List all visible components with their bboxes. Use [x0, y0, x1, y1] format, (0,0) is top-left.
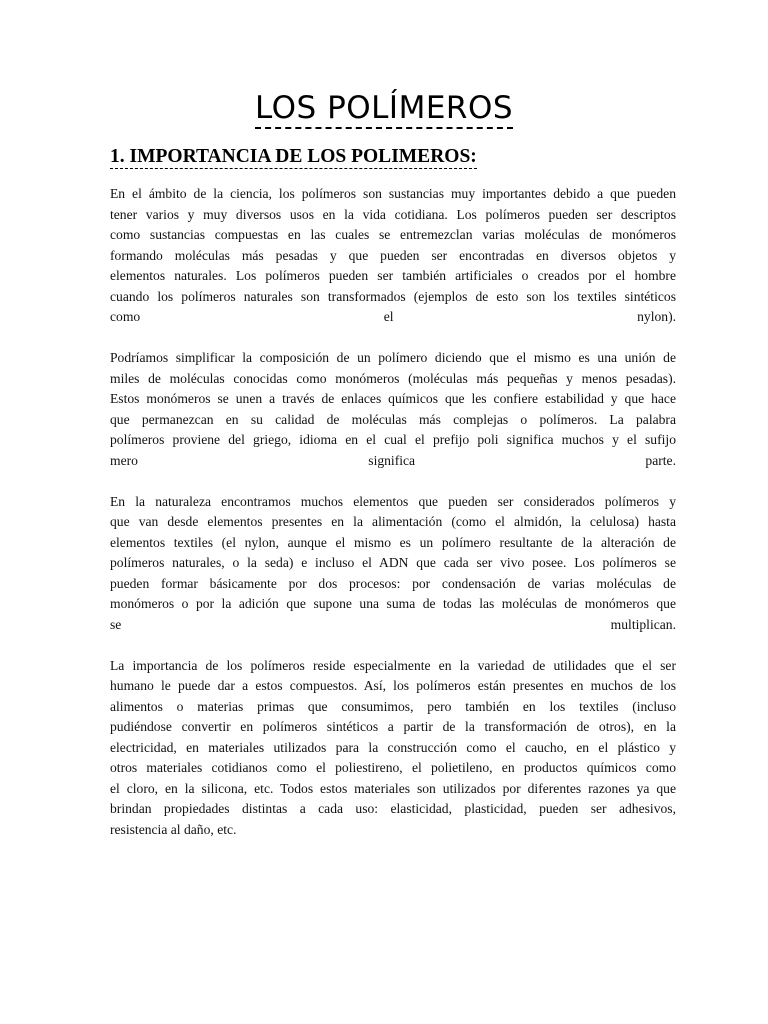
paragraph-line: La importancia de los polímeros reside especialmente en la variedad de utilidades que el ser	[110, 657, 676, 673]
document-title-text: LOS POLÍMEROS	[255, 91, 513, 129]
paragraph-line: pudiéndose convertir en polímeros sintéticos a partir de la transformación de otros), en la	[110, 719, 676, 734]
paragraph-line: que van desde elementos presentes en la alimentación (como el almidón, la celulosa) hasta	[110, 514, 676, 529]
paragraph-line: se multiplican.	[110, 616, 676, 632]
paragraph-line: como sustancias compuestas en las cuales se entremezclan varias moléculas de monómeros	[110, 227, 676, 242]
paragraph-line: Estos monómeros se unen a través de enlaces químicos que les confiere estabilidad y que hace	[110, 391, 676, 406]
paragraph-line: formando moléculas más pesadas y que pueden ser encontradas en diversos objetos y	[110, 247, 676, 263]
paragraph-line: cuando los polímeros naturales son transformados (ejemplos de esto son los textiles sintéticos	[110, 288, 676, 304]
section-heading	[110, 146, 477, 168]
body-paragraph	[110, 656, 676, 841]
document-title	[0, 90, 768, 129]
paragraph-line: En la naturaleza encontramos muchos elementos que pueden ser considerados polímeros y	[110, 493, 676, 509]
paragraph-line: mero significa parte.	[110, 452, 676, 468]
paragraph-line: brindan propiedades distintas a cada uso: elasticidad, plasticidad, pueden ser adhesivos,	[110, 801, 676, 816]
paragraph-line: elementos textiles (el nylon, aunque el mismo es un polímero resultante de la alteración de	[110, 534, 676, 550]
paragraph-line: pueden formar básicamente por dos procesos: por condensación de varias moléculas de	[110, 575, 676, 591]
paragraph-line: tener varios y muy diversos usos en la vida cotidiana. Los polímeros pueden ser descriptos	[110, 206, 676, 222]
paragraph-line: que permanezcan en su calidad de moléculas más complejas o polímeros. La palabra	[110, 411, 676, 427]
paragraph-line: elementos naturales. Los polímeros pueden ser también artificiales o creados por el hombre	[110, 268, 676, 283]
body-paragraph	[110, 184, 676, 328]
paragraph-line: miles de moléculas conocidas como monómeros (moléculas más pequeñas y menos pesadas).	[110, 370, 676, 386]
body-paragraph	[110, 492, 676, 636]
paragraph-line: monómeros o por la adición que supone una suma de todas las moléculas de monómeros que	[110, 596, 676, 611]
paragraph-line: En el ámbito de la ciencia, los polímeros son sustancias muy importantes debido a que pueden	[110, 186, 676, 201]
paragraph-line: como el nylon).	[110, 309, 676, 324]
paragraph-line: Podríamos simplificar la composición de un polímero diciendo que el mismo es una unión de	[110, 350, 676, 365]
paragraph-line: alimentos o materias primas que consumimos, pero también en los textiles (incluso	[110, 698, 676, 714]
section-heading-text: 1. IMPORTANCIA DE LOS POLIMEROS:	[110, 146, 477, 167]
paragraph-line: resistencia al daño, etc.	[110, 821, 237, 837]
paragraph-line: polímeros proviene del griego, idioma en el cual el prefijo poli significa muchos y el sufijo	[110, 432, 676, 447]
body-paragraph	[110, 348, 676, 471]
paragraph-line: otros materiales cotidianos como el poliestireno, el polietileno, en productos químicos como	[110, 760, 676, 775]
paragraph-line: electricidad, en materiales utilizados para la construcción como el caucho, en el plástico y	[110, 739, 676, 755]
paragraph-line: polímeros naturales, o la seda) e incluso el ADN que cada ser vivo posee. Los polímeros se	[110, 555, 676, 570]
paragraph-line: el cloro, en la silicona, etc. Todos estos materiales son utilizados por diferentes razones ya que	[110, 780, 676, 796]
paragraph-line: humano le puede dar a estos compuestos. Así, los polímeros están presentes en muchos de los	[110, 678, 676, 693]
document-body	[110, 184, 676, 861]
